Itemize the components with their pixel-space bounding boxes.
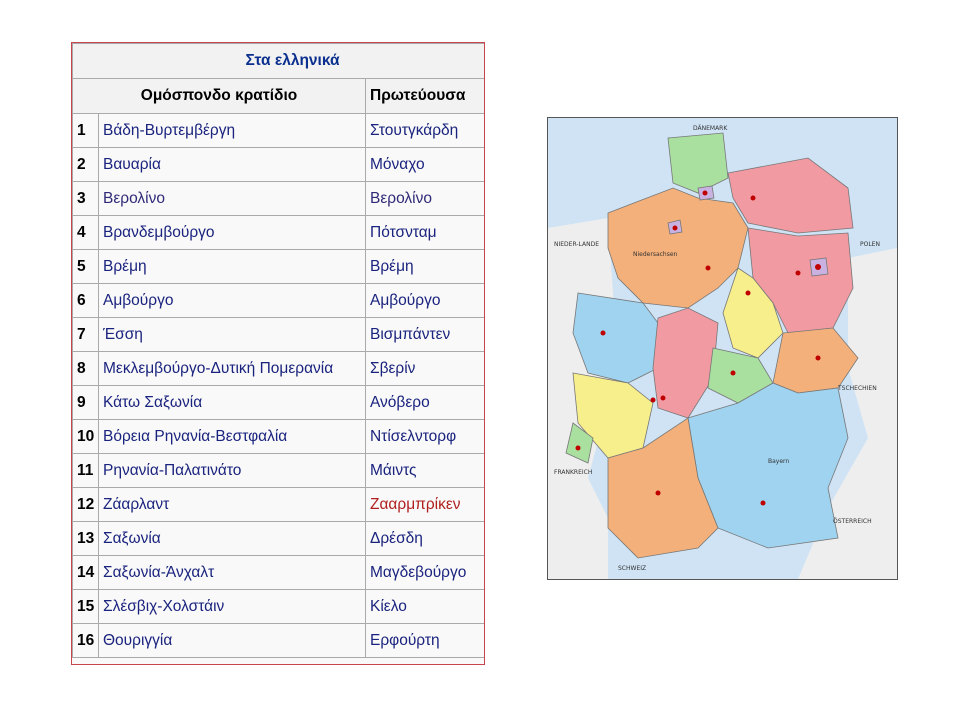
state-link[interactable]: Έσση — [99, 318, 366, 352]
table-header-row — [73, 79, 486, 114]
table-row — [73, 182, 486, 216]
state-link[interactable]: Βρέμη — [99, 250, 366, 284]
capital-link[interactable]: Ερφούρτη — [366, 624, 486, 658]
label-niedersachsen: Niedersachsen — [633, 251, 678, 258]
state-link[interactable]: Θουριγγία — [99, 624, 366, 658]
row-number: 15 — [73, 590, 99, 624]
capital-marker — [816, 356, 821, 361]
table-row — [73, 420, 486, 454]
row-number: 11 — [73, 454, 99, 488]
label-frankreich: FRANKREICH — [554, 469, 593, 476]
row-number: 4 — [73, 216, 99, 250]
table-row — [73, 590, 486, 624]
state-link[interactable]: Βερολίνο — [99, 182, 366, 216]
capital-marker — [761, 501, 766, 506]
capital-link[interactable]: Αμβούργο — [366, 284, 486, 318]
column-header-state: Ομόσπονδο κρατίδιο — [73, 79, 366, 114]
capital-marker — [703, 191, 708, 196]
capital-marker — [576, 446, 581, 451]
table-row — [73, 454, 486, 488]
label-tschechien: TSCHECHIEN — [838, 385, 877, 392]
state-link[interactable]: Ζάαρλαντ — [99, 488, 366, 522]
row-number: 12 — [73, 488, 99, 522]
table-row — [73, 488, 486, 522]
state-link[interactable]: Σλέσβιχ-Χολστάιν — [99, 590, 366, 624]
capital-link[interactable]: Κίελο — [366, 590, 486, 624]
capital-link[interactable]: Μόναχο — [366, 148, 486, 182]
table-row — [73, 624, 486, 658]
row-number: 14 — [73, 556, 99, 590]
capital-marker — [601, 331, 606, 336]
state-link[interactable]: Μεκλεμβούργο-Δυτική Πομερανία — [99, 352, 366, 386]
states-table — [72, 43, 485, 658]
state-link[interactable]: Βάδη-Βυρτεμβέργη — [99, 114, 366, 148]
capital-marker — [706, 266, 711, 271]
capital-marker — [751, 196, 756, 201]
state-link[interactable]: Αμβούργο — [99, 284, 366, 318]
state-link[interactable]: Ρηνανία-Παλατινάτο — [99, 454, 366, 488]
capital-link[interactable]: Μαγδεβούργο — [366, 556, 486, 590]
row-number: 9 — [73, 386, 99, 420]
capital-link[interactable]: Βισμπάντεν — [366, 318, 486, 352]
row-number: 8 — [73, 352, 99, 386]
table-row — [73, 352, 486, 386]
table-caption: Στα ελληνικά — [73, 44, 486, 79]
label-niederlande: NIEDER-LANDE — [554, 241, 600, 248]
label-polen: POLEN — [860, 241, 880, 248]
capital-link[interactable]: Δρέσδη — [366, 522, 486, 556]
capital-link[interactable]: Βερολίνο — [366, 182, 486, 216]
germany-map-svg — [548, 118, 897, 579]
capital-link[interactable]: Βρέμη — [366, 250, 486, 284]
capital-marker — [815, 264, 821, 270]
capital-link[interactable]: Ντίσελντορφ — [366, 420, 486, 454]
state-link[interactable]: Κάτω Σαξωνία — [99, 386, 366, 420]
row-number: 2 — [73, 148, 99, 182]
capital-link[interactable]: Στουτγκάρδη — [366, 114, 486, 148]
label-oesterreich: ÖSTERREICH — [833, 518, 872, 525]
capital-marker — [796, 271, 801, 276]
capital-link-missing[interactable]: Ζααρμπρίκεν — [366, 488, 486, 522]
capital-marker — [746, 291, 751, 296]
state-link[interactable]: Βόρεια Ρηνανία-Βεστφαλία — [99, 420, 366, 454]
state-link[interactable]: Σαξωνία-Άνχαλτ — [99, 556, 366, 590]
label-bayern: Bayern — [768, 458, 790, 465]
capital-marker — [673, 226, 678, 231]
capital-link[interactable]: Ανόβερο — [366, 386, 486, 420]
table-row — [73, 556, 486, 590]
state-link[interactable]: Βαυαρία — [99, 148, 366, 182]
label-danemark: DÄNEMARK — [693, 125, 728, 132]
table-row — [73, 148, 486, 182]
row-number: 5 — [73, 250, 99, 284]
capital-marker — [731, 371, 736, 376]
row-number: 1 — [73, 114, 99, 148]
capital-marker — [651, 398, 656, 403]
state-link[interactable]: Σαξωνία — [99, 522, 366, 556]
state-link[interactable]: Βρανδεμβούργο — [99, 216, 366, 250]
column-header-capital: Πρωτεύουσα — [366, 79, 486, 114]
states-table-container — [71, 42, 485, 665]
row-number: 13 — [73, 522, 99, 556]
capital-marker — [661, 396, 666, 401]
capital-marker — [656, 491, 661, 496]
table-row — [73, 114, 486, 148]
table-caption-row — [73, 44, 486, 79]
germany-map — [547, 117, 898, 580]
capital-link[interactable]: Σβερίν — [366, 352, 486, 386]
table-row — [73, 522, 486, 556]
capital-link[interactable]: Μάιντς — [366, 454, 486, 488]
table-row — [73, 318, 486, 352]
row-number: 7 — [73, 318, 99, 352]
row-number: 6 — [73, 284, 99, 318]
row-number: 10 — [73, 420, 99, 454]
table-row — [73, 250, 486, 284]
capital-link[interactable]: Πότσνταμ — [366, 216, 486, 250]
row-number: 3 — [73, 182, 99, 216]
row-number: 16 — [73, 624, 99, 658]
label-schweiz: SCHWEIZ — [618, 565, 647, 572]
table-row — [73, 216, 486, 250]
table-row — [73, 284, 486, 318]
table-row — [73, 386, 486, 420]
